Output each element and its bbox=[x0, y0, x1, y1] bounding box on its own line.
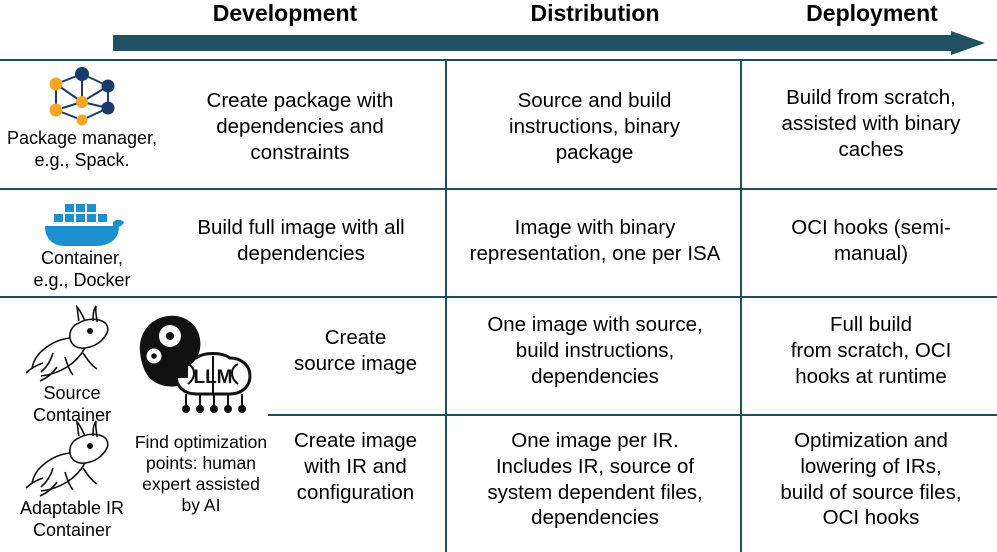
spack-package-manager-icon bbox=[42, 62, 122, 128]
cell-dist-1: Source and build instructions, binary package bbox=[509, 89, 680, 164]
row-caption-container: Container, e.g., Docker bbox=[33, 248, 131, 290]
running-bunny-icon bbox=[23, 420, 121, 498]
row-caption-source-container: Source Container bbox=[32, 383, 112, 425]
cell-dev-1: Create package with dependencies and constraints bbox=[206, 89, 394, 164]
column-header-development: Development bbox=[212, 0, 358, 26]
row-divider-1 bbox=[0, 188, 997, 190]
svg-text:LLM: LLM bbox=[193, 367, 233, 388]
cell-dist-4: One image per IR. Includes IR, source of system dependent files, dependencies bbox=[487, 429, 703, 530]
row-divider-2 bbox=[0, 296, 997, 298]
cell-depl-4: Optimization and lowering of IRs, build of source files, OCI hooks bbox=[780, 429, 962, 530]
cell-depl-2: OCI hooks (semi- manual) bbox=[791, 216, 951, 265]
row-divider-3 bbox=[268, 414, 997, 416]
progression-arrow bbox=[113, 31, 985, 55]
cell-dev-4: Create image with IR and configuration bbox=[293, 429, 418, 504]
row-caption-package-manager: Package manager, e.g., Spack. bbox=[6, 128, 158, 170]
row-caption-adaptable-ir-container: Adaptable IR Container bbox=[19, 498, 125, 540]
column-header-deployment: Deployment bbox=[806, 0, 938, 26]
row-icon-source-container bbox=[6, 305, 138, 427]
row-icon-adaptable-ir-container bbox=[6, 420, 138, 542]
cell-dist-3: One image with source, build instructions, dependencies bbox=[487, 313, 703, 388]
column-divider-2 bbox=[740, 59, 742, 552]
cell-dev-3: Create source image bbox=[293, 326, 418, 375]
cell-depl-3: Full build from scratch, OCI hooks at runtime bbox=[790, 313, 952, 388]
column-divider-1 bbox=[445, 59, 447, 552]
row-icon-container bbox=[6, 196, 158, 292]
running-bunny-icon bbox=[23, 305, 121, 383]
column-header-distribution: Distribution bbox=[530, 0, 660, 26]
llm-expert-block bbox=[126, 306, 276, 516]
cell-dist-2: Image with binary representation, one per ISA bbox=[469, 216, 721, 265]
head-with-gears-icon bbox=[140, 316, 201, 387]
cell-depl-1: Build from scratch, assisted with binary caches bbox=[781, 86, 961, 161]
row-icon-package-manager bbox=[6, 62, 158, 172]
llm-expert-caption: Find optimization points: human expert assisted by AI bbox=[134, 432, 268, 515]
cell-dev-2: Build full image with all dependencies bbox=[197, 216, 405, 265]
row-divider-top bbox=[0, 59, 997, 61]
docker-whale-icon bbox=[39, 196, 125, 248]
